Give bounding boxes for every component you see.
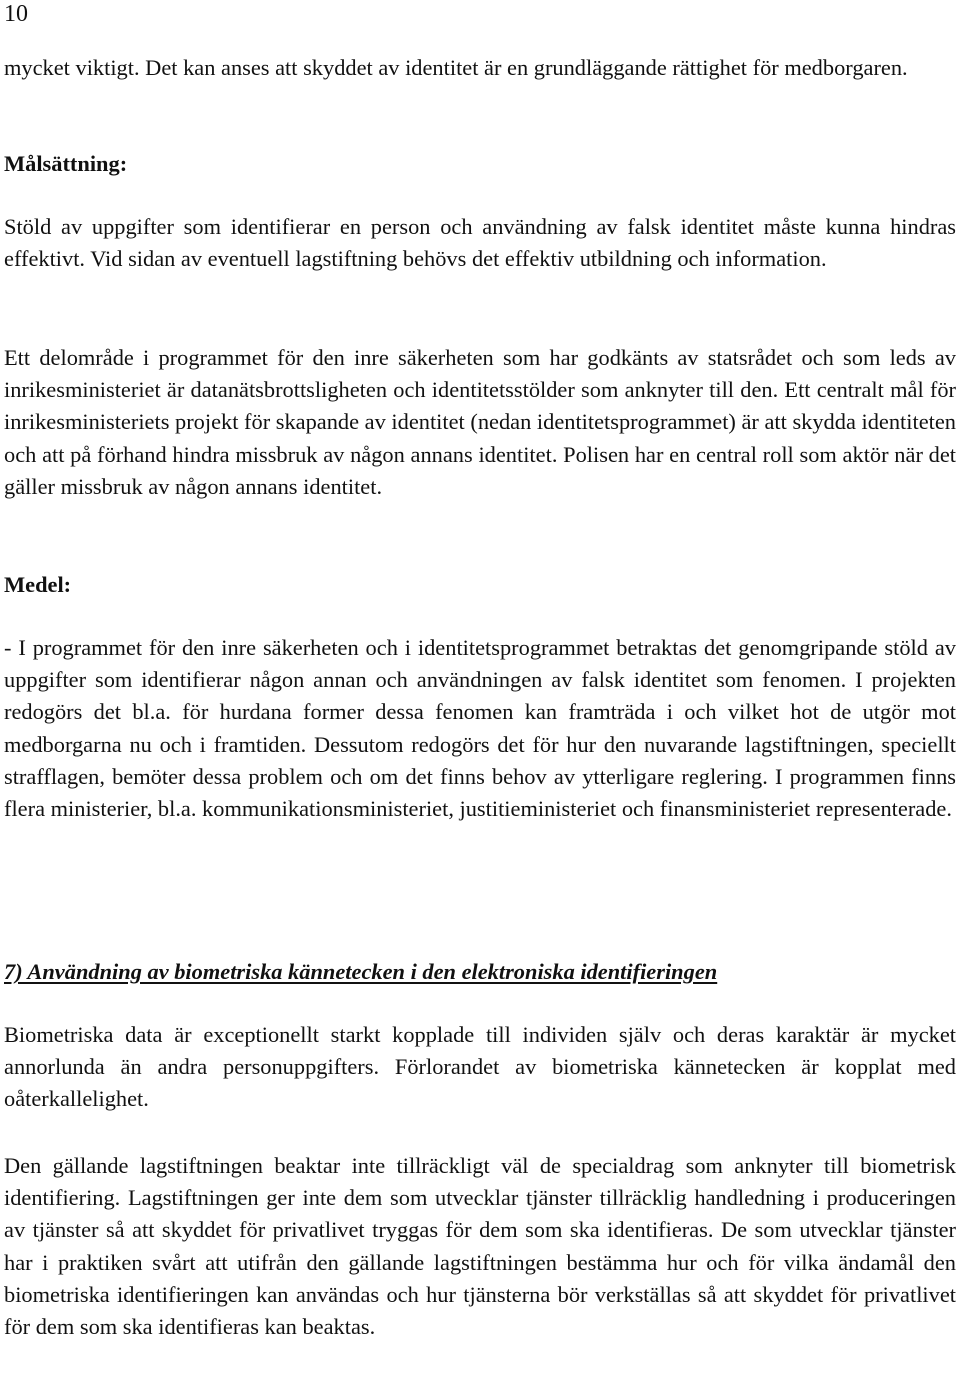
section-heading-biometrics: 7) Användning av biometriska kännetecken i den elektroniska identifieringen bbox=[4, 959, 718, 984]
biometric-paragraph-2: Den gällande lagstiftningen beaktar inte tillräckligt väl de specialdrag som anknyter till biometrisk identifiering. Lagstiftningen ger inte dem som utvecklar tjänster tillräcklig handledning i produceringen av tjänster så att skyddet för privatlivet tryggas för dem som ska identifieras. De som utvecklar tjänster har i praktiken svårt att utifrån den gällande lagstiftningen bestämma hur och för vilka ändamål den biometriska identifieringen kan användas och hur tjänsterna bör verkställas så att skyddet för privatlivet för dem som ska identifieras kan beaktas. bbox=[4, 1153, 956, 1340]
heading-medel: Medel: bbox=[4, 572, 72, 597]
intro-paragraph: mycket viktigt. Det kan anses att skyddet av identitet är en grundläggande rättighet för medborgaren. bbox=[4, 55, 908, 80]
page-number: 10 bbox=[4, 1, 28, 27]
malsattning-paragraph: Stöld av uppgifter som identifierar en person och användning av falsk identitet måste kunna hindras effektivt. Vid sidan av eventuell lagstiftning behövs det effektiv utbildning och information. bbox=[4, 214, 956, 272]
medel-paragraph: - I programmet för den inre säkerheten och i identitetsprogrammet betraktas det genomgripande stöld av uppgifter som identifierar någon annan och användningen av falsk identitet som fenomen. I projekten redogörs det bl.a. för hurdana former dessa fenomen kan framträda i och vilket hot de utgör mot medborgarna nu och i framtiden. Dessutom redogörs det för hur den nuvarande lagstiftningen, speciellt strafflagen, bemöter dessa problem och om det finns behov av ytterligare reglering. I programmen finns flera ministerier, bl.a. kommunikationsministeriet, justitieministeriet och finansministeriet representerade. bbox=[4, 635, 956, 822]
biometric-paragraph-1: Biometriska data är exceptionellt starkt kopplade till individen själv och deras karaktär är mycket annorlunda än andra personuppgifters. Förlorandet av biometriska kännetecken är kopplat med oåterkallelighet. bbox=[4, 1022, 956, 1112]
heading-malsattning: Målsättning: bbox=[4, 151, 128, 176]
delomrade-paragraph: Ett delområde i programmet för den inre säkerheten som har godkänts av statsrådet och som leds av inrikesministeriet är datanätsbrottsligheten och identitetsstölder som anknyter till den. Ett centralt mål för inrikesministeriets projekt för skapande av identitet (nedan identitetsprogrammet) är att skydda identiteten och att på förhand hindra missbruk av någon annans identitet. Polisen har en central roll som aktör när det gäller missbruk av någon annans identitet. bbox=[4, 345, 956, 499]
